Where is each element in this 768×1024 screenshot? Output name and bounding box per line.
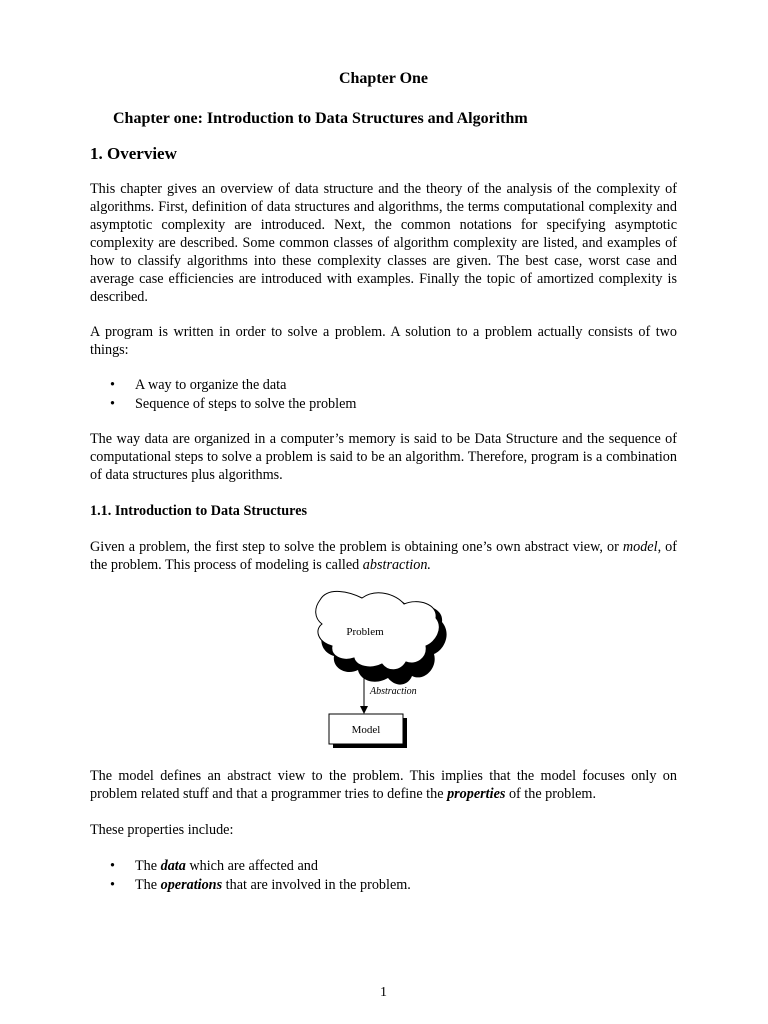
problem-label: Problem [346, 626, 384, 638]
model-label: Model [351, 724, 381, 736]
paragraph-program: A program is written in order to solve a problem. A solution to a problem actually consists of two things: [90, 324, 677, 358]
bullet-icon: • [110, 858, 115, 874]
list-item: • A way to organize the data [110, 377, 287, 393]
paragraph-model: The model defines an abstract view to the problem. This implies that the model focuses only on problem related stuff and that a programmer tries to define the properties of the problem. [90, 768, 677, 802]
properties-term: properties [447, 786, 506, 802]
abstraction-diagram [312, 586, 452, 756]
section-heading: 1.1. Introduction to Data Structures [90, 503, 308, 519]
paragraph-properties: These properties include: [90, 822, 234, 838]
bullet-icon: • [110, 396, 115, 412]
paragraph-data-structure: The way data are organized in a computer’s memory is said to be Data Structure and the sequence of computational steps to solve a problem is said to be an algorithm. Therefore, program is a combination of data structures plus algorithms. [90, 431, 677, 483]
list-item: • The operations that are involved in the problem. [110, 877, 411, 893]
abstraction-label: Abstraction [370, 686, 417, 697]
arrow-head-icon [360, 706, 368, 714]
bullet-list-properties [90, 857, 411, 895]
paragraph-abstraction: Given a problem, the first step to solve the problem is obtaining one’s own abstract view, or model, of the problem. This process of modeling is called abstraction. [90, 539, 677, 573]
model-term: model [622, 539, 658, 555]
bullet-list-program [90, 376, 356, 414]
overview-heading: 1. Overview [90, 144, 177, 163]
paragraph-overview: This chapter gives an overview of data structure and the theory of the analysis of the complexity of algorithms. First, definition of data structures and algorithms, the terms computational complexity and asymptotic complexity are introduced. Next, the common notations for specifying asymptotic complexity are described. Some common classes of algorithm complexity are listed, and examples of how to classify algorithms into these complexity classes are given. The best case, worst case and average case efficiencies are introduced with examples. Finally the topic of amortized complexity is described. [90, 181, 677, 305]
list-item: • Sequence of steps to solve the problem [110, 396, 357, 412]
chapter-subtitle: Chapter one: Introduction to Data Structures and Algorithm [113, 110, 528, 127]
list-item: • The data which are affected and [110, 858, 318, 874]
document-page [90, 0, 677, 1024]
abstraction-term: abstraction. [362, 557, 431, 573]
chapter-title: Chapter One [338, 70, 429, 87]
bullet-icon: • [110, 877, 115, 893]
bullet-icon: • [110, 377, 115, 393]
page-number: 1 [380, 985, 387, 1000]
